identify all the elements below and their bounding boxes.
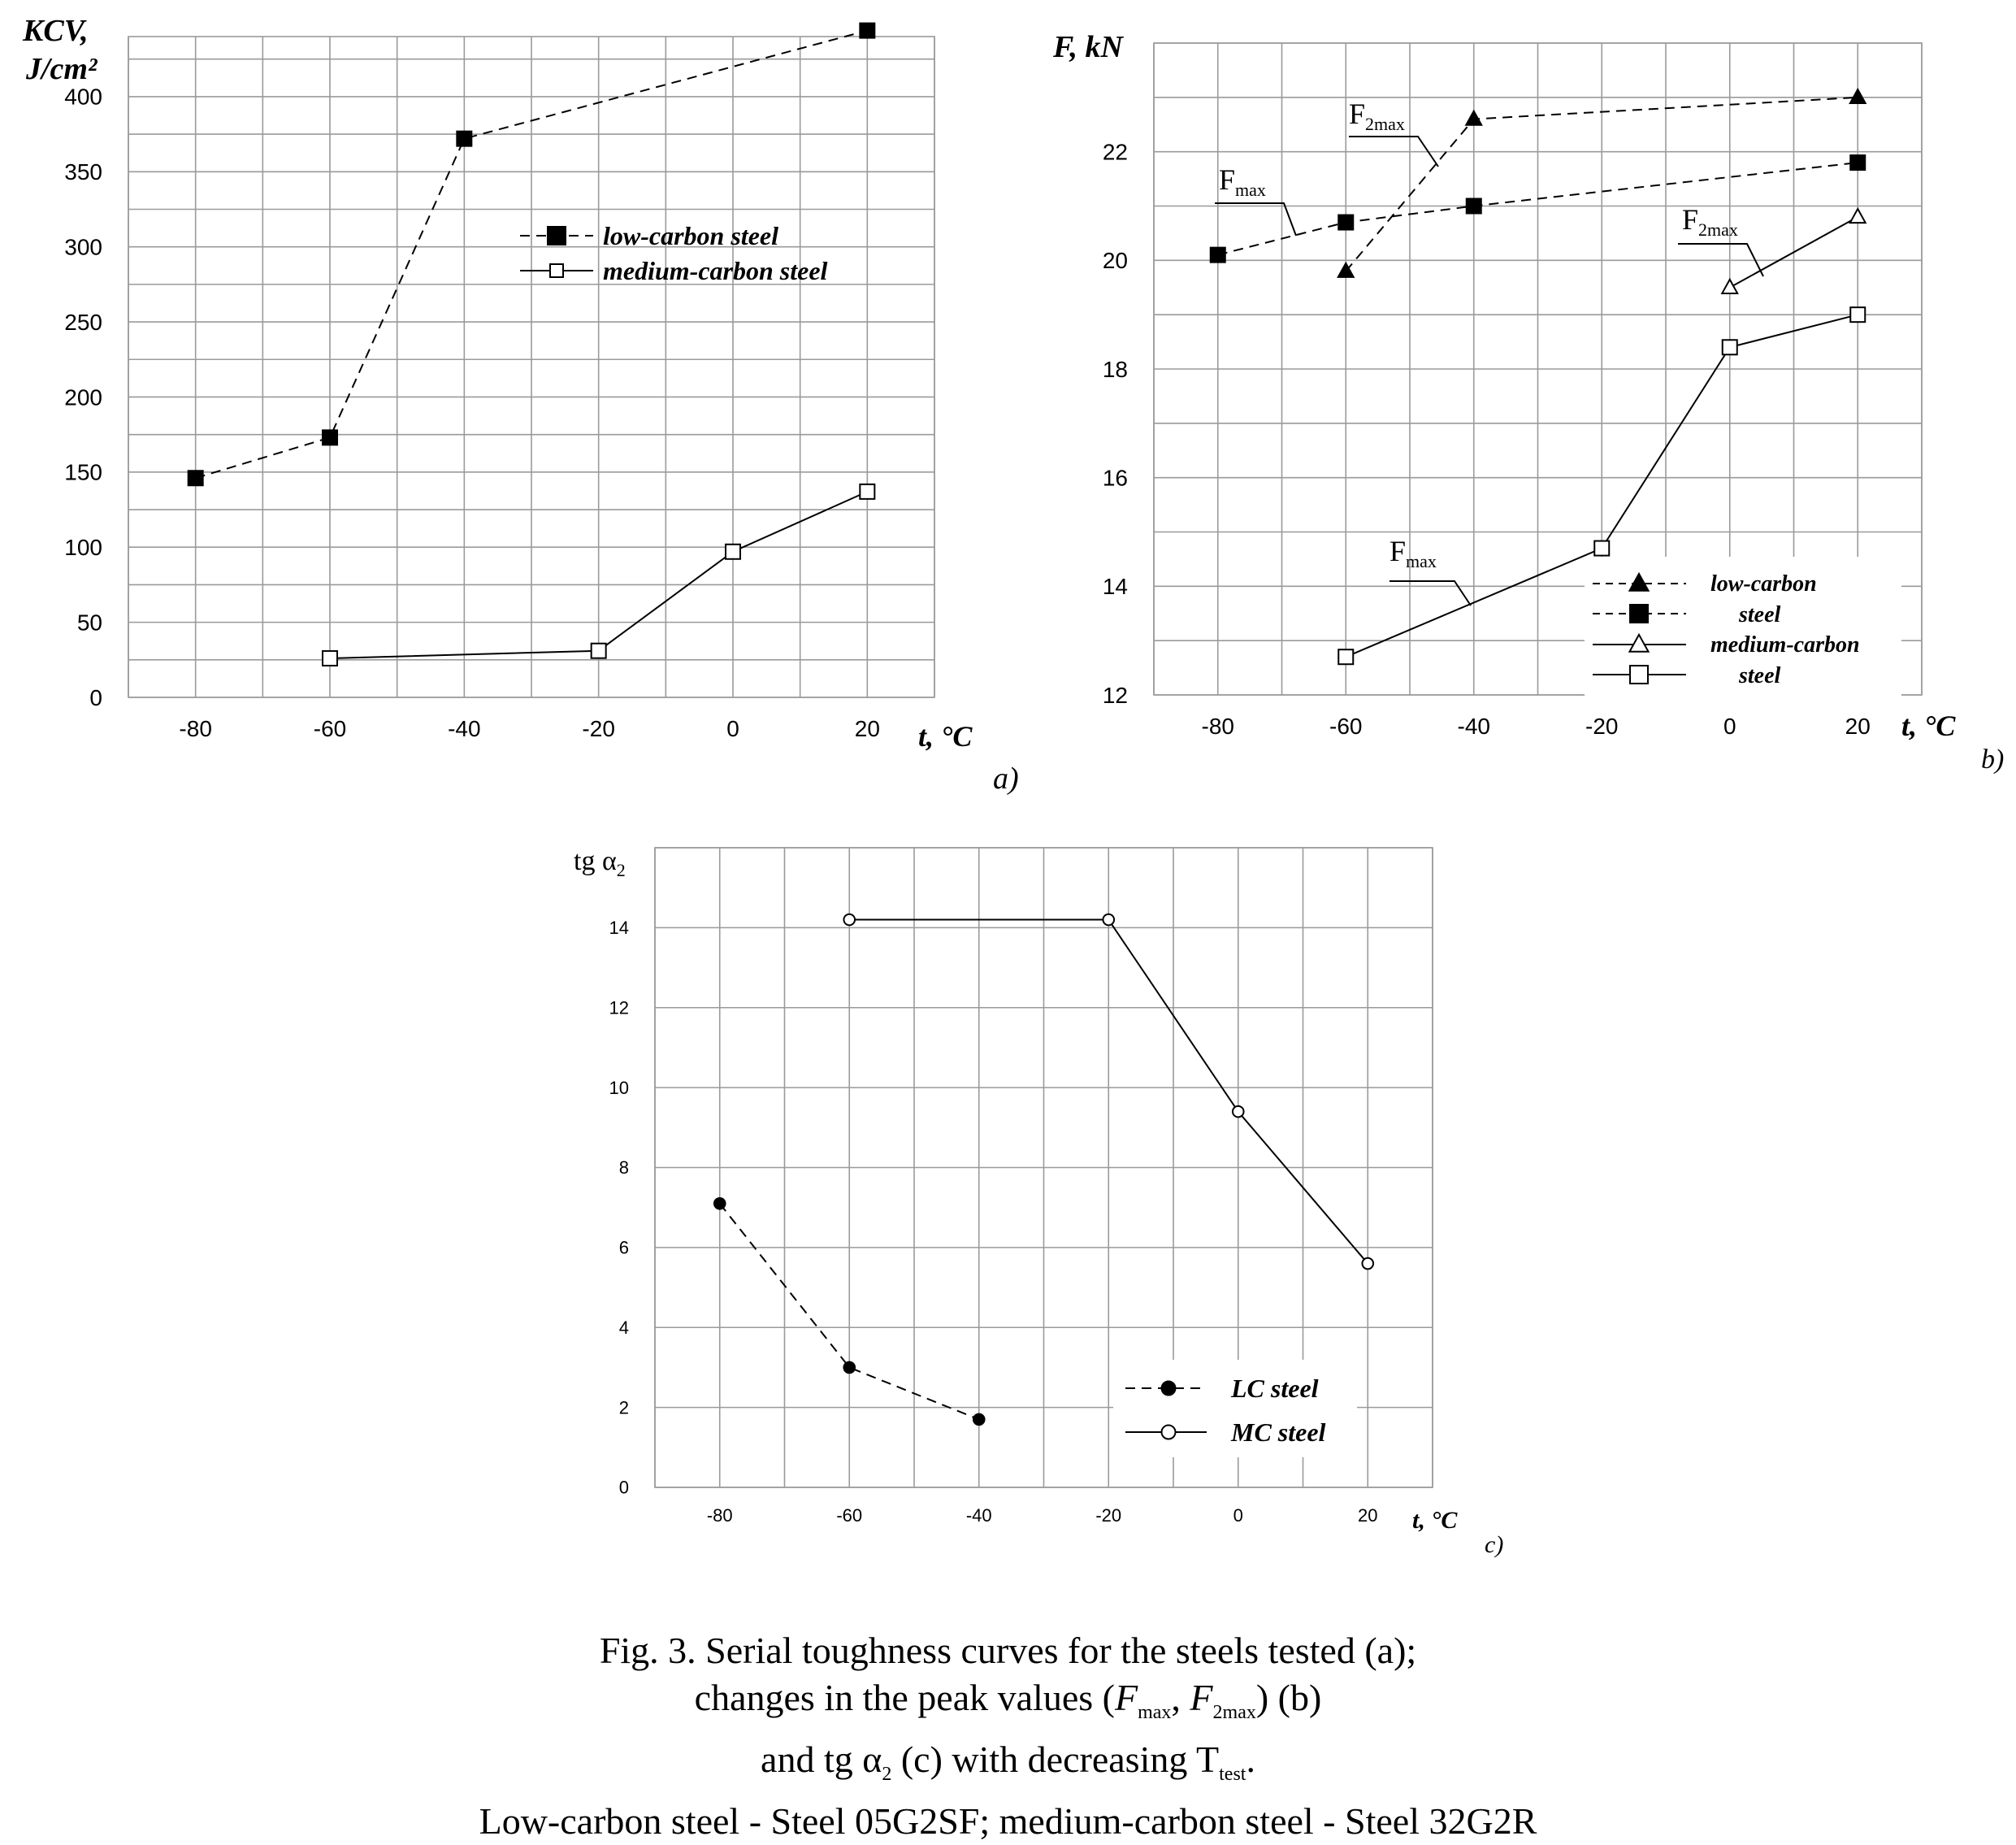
data-point	[1211, 248, 1225, 263]
legend-marker	[548, 227, 566, 245]
data-point	[592, 644, 606, 658]
x-tick-label: 0	[726, 716, 739, 741]
panel-label-a: a)	[993, 762, 1019, 796]
y-axis-label-main: tg α	[574, 846, 617, 876]
annotation-2	[1678, 203, 1763, 276]
x-tick-label: 20	[854, 716, 880, 741]
x-tick-label: -20	[1585, 714, 1619, 739]
data-point	[1233, 1106, 1244, 1118]
y-tick-label: 10	[609, 1077, 629, 1098]
y-tick-label: 250	[64, 309, 102, 335]
annotation-0	[1349, 98, 1438, 167]
chart-tg-alpha-vs-temperature	[574, 846, 1458, 1534]
y-tick-label: 22	[1102, 139, 1128, 165]
caption-test-sub: test	[1219, 1764, 1246, 1786]
y-tick-label: 16	[1102, 465, 1128, 491]
y-axis-label-sub: 2	[616, 860, 626, 880]
data-point	[1362, 1258, 1373, 1270]
data-point	[1850, 89, 1866, 103]
x-tick-label: 20	[1845, 714, 1871, 739]
data-point	[1467, 199, 1481, 214]
y-tick-label: 12	[1102, 682, 1128, 708]
annotation-leader	[1215, 203, 1296, 236]
data-point	[457, 132, 471, 146]
y-tick-label: 400	[64, 84, 102, 110]
caption-line-1: Fig. 3. Serial toughness curves for the steels tested (a);	[599, 1630, 1417, 1671]
legend-marker	[1630, 666, 1648, 684]
annotation-sub: 2max	[1698, 219, 1738, 240]
y-tick-label: 100	[64, 535, 102, 561]
chart-kcv-vs-temperature	[22, 14, 973, 753]
legend-label: medium-carbon	[1710, 632, 1860, 658]
x-tick-label: -80	[1201, 714, 1234, 739]
y-tick-label: 150	[64, 459, 102, 485]
annotation-sub: max	[1406, 551, 1437, 571]
x-tick-label: 0	[1233, 1505, 1243, 1526]
y-tick-label: 20	[1102, 248, 1128, 274]
data-point	[1103, 914, 1114, 926]
panel-label-c: c)	[1485, 1531, 1504, 1558]
legend-label: medium-carbon steel	[603, 256, 828, 285]
y-tick-label: 6	[618, 1237, 629, 1258]
data-point	[1850, 307, 1865, 322]
annotation-main: F	[1219, 163, 1236, 196]
y-tick-label: 350	[64, 159, 102, 185]
caption-line-4: Low-carbon steel - Steel 05G2SF; medium-carbon steel - Steel 32G2R	[479, 1800, 1537, 1843]
annotation-sub: max	[1235, 180, 1266, 200]
x-tick-label: -40	[448, 716, 481, 741]
data-point	[843, 914, 855, 926]
y-tick-label: 200	[64, 384, 102, 410]
data-point	[860, 484, 874, 499]
annotation-1	[1215, 163, 1296, 236]
annotation-label	[1390, 535, 1437, 571]
data-point	[1338, 649, 1353, 664]
chart-peak-force-vs-temperature	[1052, 30, 1956, 742]
y-tick-label: 2	[618, 1397, 629, 1418]
data-point	[1722, 280, 1737, 293]
y-tick-label: 0	[89, 684, 102, 710]
y-tick-label: 50	[76, 610, 102, 636]
caption-line-3-pre: and tg α	[761, 1739, 882, 1781]
x-tick-label: -60	[1329, 714, 1363, 739]
legend-label: low-carbon steel	[603, 221, 778, 250]
y-axis-label-line-1: KCV,	[23, 14, 89, 48]
figure-caption	[0, 1627, 2016, 1845]
legend-label: LC steel	[1231, 1374, 1319, 1403]
x-axis-label: t, °C	[1412, 1507, 1458, 1534]
annotation-main: F	[1682, 203, 1699, 236]
y-tick-label: 8	[618, 1157, 629, 1179]
grid-lines	[128, 37, 934, 697]
legend	[520, 221, 828, 285]
x-tick-label: -40	[965, 1505, 992, 1526]
annotation-main: F	[1390, 535, 1407, 567]
data-point	[973, 1414, 985, 1426]
caption-fmax-sub: max	[1138, 1702, 1172, 1724]
x-tick-label: -80	[706, 1505, 733, 1526]
y-tick-label: 14	[1102, 574, 1128, 600]
y-tick-label: 300	[64, 234, 102, 260]
data-point	[1850, 209, 1866, 223]
annotation-main: F	[1349, 98, 1366, 130]
y-tick-label: 18	[1102, 356, 1128, 382]
caption-line-2-pre: changes in the peak values (	[694, 1677, 1115, 1718]
y-axis-label	[574, 846, 626, 880]
x-tick-label: 20	[1358, 1505, 1378, 1526]
legend-label: low-carbon	[1710, 571, 1817, 597]
x-tick-label: -40	[1457, 714, 1490, 739]
caption-line-3-end: .	[1246, 1739, 1255, 1781]
x-tick-label: -20	[1095, 1505, 1122, 1526]
annotation-label	[1219, 163, 1266, 200]
data-point	[189, 471, 203, 485]
caption-line-3	[0, 1736, 2016, 1798]
legend-marker	[1162, 1426, 1176, 1439]
caption-line-3-mid: (c) with decreasing T	[891, 1739, 1220, 1781]
legend-marker	[550, 264, 563, 277]
y-tick-label: 14	[609, 918, 629, 939]
y-axis-label-line-2: J/cm²	[26, 52, 98, 86]
annotation-leader	[1390, 581, 1471, 606]
legend-marker	[1162, 1382, 1176, 1396]
data-point	[1338, 215, 1353, 230]
data-point	[726, 545, 740, 559]
caption-f2max-sub: 2max	[1212, 1702, 1256, 1724]
data-point	[860, 24, 874, 38]
data-point	[1594, 541, 1609, 556]
x-axis-label: t, °C	[1901, 710, 1956, 742]
panel-label-b: b)	[1981, 745, 2005, 775]
data-point	[714, 1198, 726, 1209]
caption-line-2	[0, 1674, 2016, 1736]
caption-fmax: F	[1114, 1677, 1138, 1718]
y-tick-label: 4	[618, 1317, 629, 1338]
caption-f2max: F	[1190, 1677, 1213, 1718]
data-point	[323, 430, 337, 445]
legend	[1585, 557, 1901, 699]
legend-marker	[1630, 605, 1648, 623]
data-point	[1850, 155, 1865, 170]
annotation-3	[1390, 535, 1471, 606]
caption-line-2-sep: ,	[1171, 1677, 1190, 1718]
legend-label: MC steel	[1231, 1417, 1326, 1447]
legend	[1113, 1360, 1357, 1457]
caption-line-2-post: ) (b)	[1255, 1677, 1322, 1718]
tick-labels	[64, 85, 880, 741]
x-tick-label: -20	[582, 716, 615, 741]
y-tick-label: 12	[609, 997, 629, 1018]
data-point	[1723, 340, 1737, 354]
y-tick-label: 0	[618, 1477, 629, 1498]
annotation-sub: 2max	[1365, 114, 1405, 134]
x-axis-label: t, °C	[918, 720, 973, 753]
y-axis-label: F, kN	[1053, 30, 1123, 64]
x-tick-label: 0	[1723, 714, 1736, 739]
legend-label: steel	[1739, 602, 1781, 627]
caption-alpha-sub: 2	[882, 1764, 892, 1786]
data-point	[843, 1362, 855, 1374]
x-tick-label: -60	[313, 716, 347, 741]
annotation-label	[1349, 98, 1405, 134]
x-tick-label: -60	[836, 1505, 863, 1526]
data-point	[323, 651, 337, 666]
legend-label: steel	[1739, 663, 1781, 688]
x-tick-label: -80	[179, 716, 212, 741]
